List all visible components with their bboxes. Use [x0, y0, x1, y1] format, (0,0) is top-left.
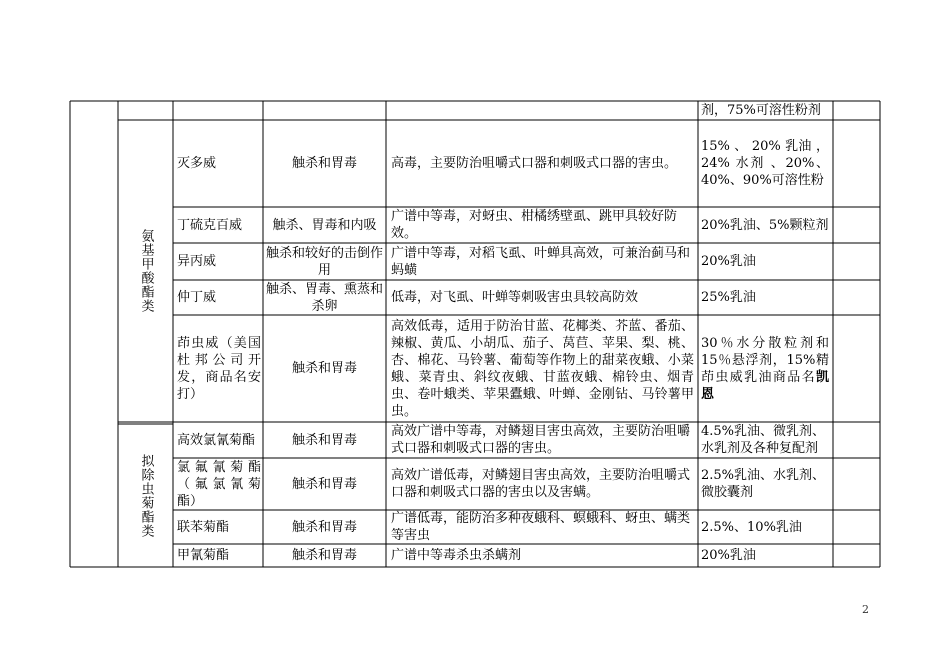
- table-row-name: 氯氟氰菊酯（氟氯氰菊酯）: [177, 459, 261, 509]
- table-row-formulation: 25%乳油: [701, 290, 756, 305]
- table-row-action: 触杀和胃毒: [291, 519, 357, 535]
- table-row-formulation: 20%乳油: [701, 254, 756, 269]
- table-row-action: 触杀、胃毒、熏蒸和杀卵: [266, 281, 384, 314]
- table-row-description: 高效低毒，适用于防治甘蓝、花椰类、芥蓝、番茄、辣椒、黄瓜、小胡瓜、茄子、莴苣、苹果、梨、桃、杏、棉花、马铃薯、葡萄等作物上的甜菜夜蛾、小菜蛾、菜青虫、斜纹夜蛾、甘蓝夜蛾、棉铃虫、烟青虫、卷叶蛾类、苹果蠹蛾、叶蝉、金刚钻、马铃薯甲虫。: [391, 318, 694, 419]
- table-row-name: 灭多威: [177, 156, 217, 171]
- table-row-action: 触杀和较好的击倒作用: [266, 245, 384, 278]
- table-row-description: 高毒，主要防治咀嚼式口器和刺吸式口器的害虫。: [391, 156, 678, 171]
- table-row-name: 茚虫威（美国杜邦公司开发，商品名安打）: [177, 335, 261, 402]
- table-row-name: 仲丁威: [177, 290, 217, 305]
- table-row-formulation: 15% 、 20% 乳油 ， 24% 水剂 、20%、40%、90%可溶性粉: [701, 139, 829, 188]
- group-label-carbamate: 氨基甲酸酯类: [138, 229, 154, 313]
- table-row-action: 触杀和胃毒: [291, 361, 357, 376]
- table-row-description: 广谱低毒，能防治多种夜蛾科、螟蛾科、蚜虫、螨类等害虫: [391, 511, 691, 543]
- table-row-formulation: 2.5%乳油、水乳剂、微胶囊剂: [701, 468, 826, 500]
- table-row-formulation: 30％水分散粒剂和15％悬浮剂，15%精茚虫威乳油商品名凯恩: [701, 335, 829, 402]
- table-row-formulation: 2.5%、10%乳油: [701, 519, 802, 535]
- table-row-description: 广谱中等毒，对稻飞虱、叶蝉具高效，可兼治蓟马和蚂蟥: [391, 245, 691, 278]
- table-row-description: 高效广谱低毒，对鳞翅目害虫高效，主要防治咀嚼式口器和刺吸式口器的害虫以及害螨。: [391, 468, 691, 500]
- table-row-formulation: 4.5%乳油、微乳剂、水乳剂及各种复配剂: [701, 424, 826, 456]
- table-row-description: 低毒，对飞虱、叶蝉等刺吸害虫具较高防效: [391, 290, 639, 305]
- table-row-description: 高效广谱中等毒，对鳞翅目害虫高效，主要防治咀嚼式口器和刺吸式口器的害虫。: [391, 424, 691, 456]
- formulation-bold-brand: 凯恩: [701, 369, 829, 402]
- table-row-action: 触杀和胃毒: [291, 156, 357, 171]
- table-row-name: 高效氯氰菊酯: [177, 432, 256, 448]
- top-row-formulation: 剂，75%可溶性粉剂: [701, 103, 821, 118]
- table-row-description: 广谱中等毒，对蚜虫、柑橘绣壁虱、跳甲具较好防效。: [391, 209, 678, 241]
- table-row-name: 丁硫克百威: [177, 217, 243, 233]
- table-row-name: 甲氰菊酯: [177, 548, 230, 563]
- table-row-formulation: 20%乳油: [701, 548, 756, 563]
- table-row-action: 触杀和胃毒: [291, 476, 357, 492]
- table-row-action: 触杀和胃毒: [291, 548, 357, 563]
- group-label-pyrethroid: 拟除虫菊酯类: [138, 453, 154, 538]
- table-row-name: 异丙威: [177, 254, 217, 269]
- table-row-name: 联苯菊酯: [177, 519, 230, 535]
- table-row-action: 触杀、胃毒和内吸: [272, 217, 377, 233]
- table-row-formulation: 20%乳油、5%颗粒剂: [701, 217, 829, 233]
- page-number: 2: [862, 603, 869, 616]
- table-row-description: 广谱中等毒杀虫杀螨剂: [391, 548, 522, 563]
- table-row-action: 触杀和胃毒: [291, 432, 357, 448]
